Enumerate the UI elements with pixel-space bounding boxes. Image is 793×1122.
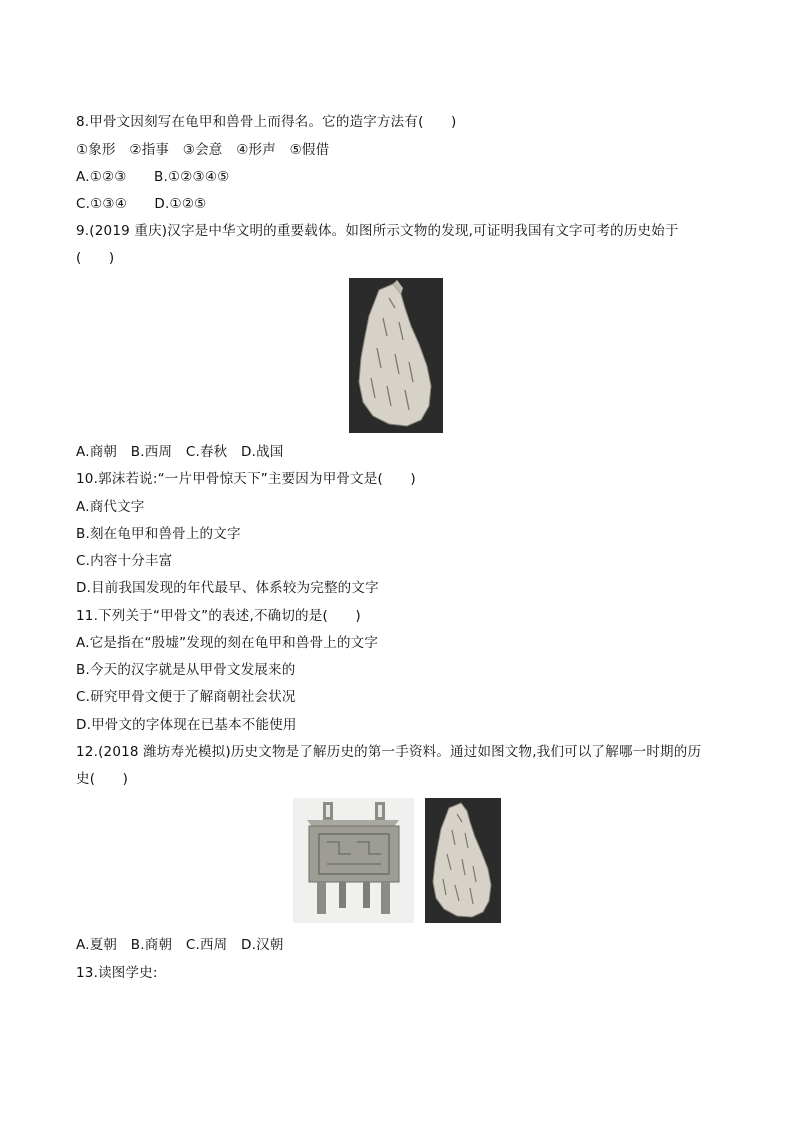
q8-options-cd: C.①③④ D.①②⑤ bbox=[76, 196, 207, 212]
oracle-bone-image-small bbox=[425, 798, 501, 923]
q13-stem: 13.读图学史: bbox=[76, 965, 158, 981]
q12-options: A.夏朝 B.商朝 C.西周 D.汉朝 bbox=[76, 937, 284, 953]
q12-stem-cont: 史( ) bbox=[76, 771, 129, 787]
q10-stem: 10.郭沫若说:“一片甲骨惊天下”主要因为甲骨文是( ) bbox=[76, 471, 416, 487]
q10-option-a: A.商代文字 bbox=[76, 499, 145, 515]
q10-option-d: D.目前我国发现的年代最早、体系较为完整的文字 bbox=[76, 580, 379, 596]
q8-stem: 8.甲骨文因刻写在龟甲和兽骨上而得名。它的造字方法有( ) bbox=[76, 114, 457, 130]
q10-option-c: C.内容十分丰富 bbox=[76, 553, 173, 569]
oracle-bone-figure-small bbox=[425, 798, 501, 923]
q8-items: ①象形 ②指事 ③会意 ④形声 ⑤假借 bbox=[76, 142, 330, 158]
bronze-ding-figure bbox=[293, 798, 414, 923]
q11-option-a: A.它是指在“殷墟”发现的刻在龟甲和兽骨上的文字 bbox=[76, 635, 379, 651]
q11-stem: 11.下列关于“甲骨文”的表述,不确切的是( ) bbox=[76, 608, 361, 624]
q12-stem: 12.(2018 潍坊寿光模拟)历史文物是了解历史的第一手资料。通过如图文物,我们可以了解哪一时期的历 bbox=[76, 744, 702, 760]
q9-options: A.商朝 B.西周 C.春秋 D.战国 bbox=[76, 444, 284, 460]
q8-options-ab: A.①②③ B.①②③④⑤ bbox=[76, 169, 230, 185]
q9-stem: 9.(2019 重庆)汉字是中华文明的重要载体。如图所示文物的发现,可证明我国有文字可考的历史始于 bbox=[76, 223, 679, 239]
oracle-bone-image bbox=[349, 278, 443, 433]
q11-option-b: B.今天的汉字就是从甲骨文发展来的 bbox=[76, 662, 296, 678]
q9-stem-cont: ( ) bbox=[76, 250, 115, 266]
q11-option-d: D.甲骨文的字体现在已基本不能使用 bbox=[76, 717, 297, 733]
bronze-ding-image bbox=[293, 798, 414, 923]
oracle-bone-figure bbox=[349, 278, 443, 433]
q11-option-c: C.研究甲骨文便于了解商朝社会状况 bbox=[76, 689, 296, 705]
q10-option-b: B.刻在龟甲和兽骨上的文字 bbox=[76, 526, 241, 542]
